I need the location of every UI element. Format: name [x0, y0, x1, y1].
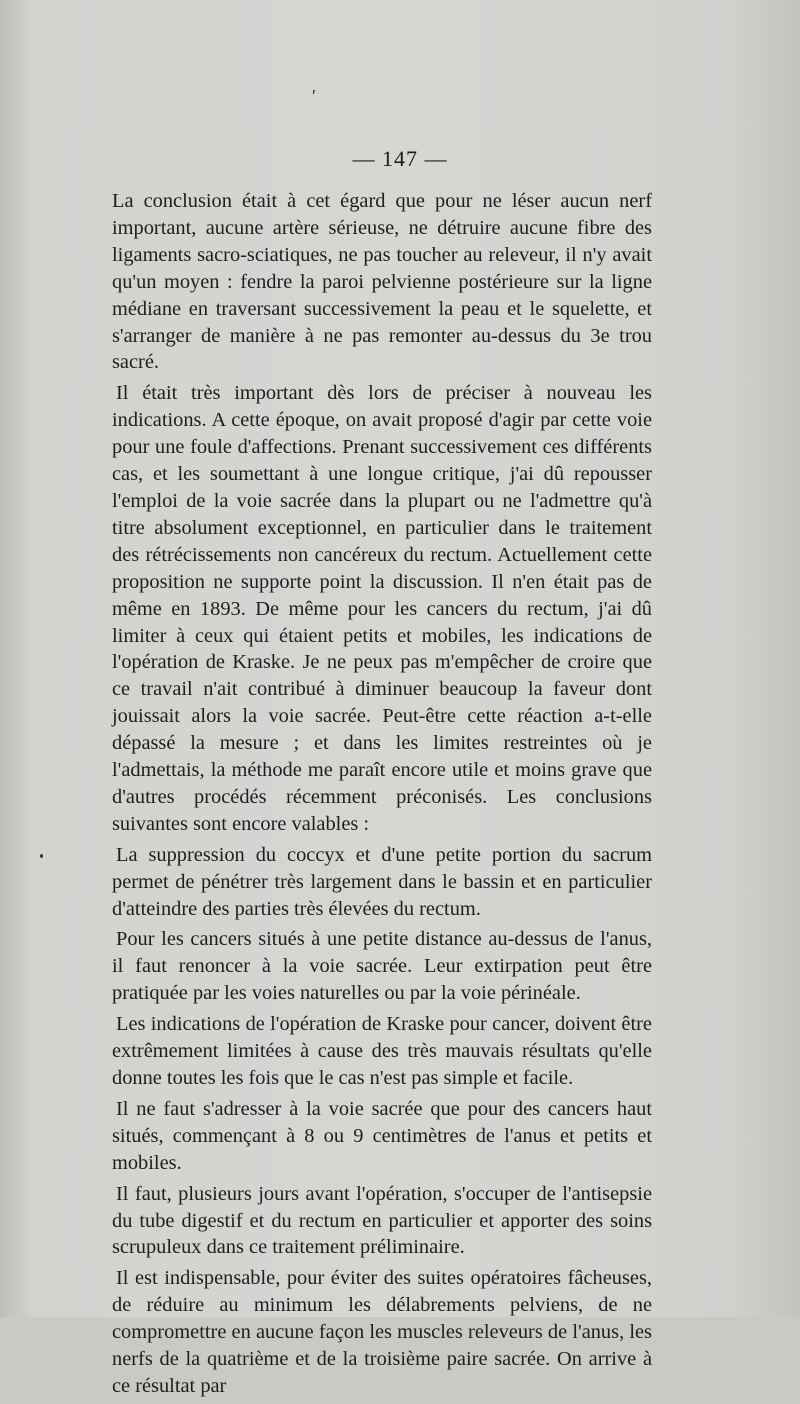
paragraph: La conclusion était à cet égard que pour ne léser aucun nerf important, aucune artère sérieuse, ne détruire aucune fibre des ligaments sacro-sciatiques, ne pas toucher au releveur, il n'y avait qu'un moyen : fendre la paroi pelvienne postérieure sur la ligne médiane en traversant successivement la peau et le squelette, et s'arranger de manière à ne pas remonter au-dessus du 3e trou sacré.	[112, 190, 652, 374]
paragraph: Il était très important dès lors de préciser à nouveau les indications. A cette époque, on avait proposé d'agir par cette voie pour une foule d'affections. Prenant successivement ces différents cas, et les soumettant à une longue critique, j'ai dû repousser l'emploi de la voie sacrée dans la plupart ou ne l'admettre qu'à titre absolument exceptionnel, en particulier dans le traitement des rétrécissements non cancéreux du rectum. Actuellement cette proposition ne supporte point la discussion. Il n'en était pas de même en 1893. De même pour les cancers du rectum, j'ai dû limiter à ceux qui étaient petits et mobiles, les indications de l'opération de Kraske. Je ne peux pas m'empêcher de croire que ce travail n'ait contribué à diminuer beaucoup la faveur dont jouissait alors la voie sacrée. Peut-être cette réaction a-t-elle dépassé la mesure ; et dans les limites restreintes où je l'admettais, la méthode me paraît encore utile et moins grave que d'autres procédés récemment préconisés. Les conclusions suivantes sont encore valables :	[112, 382, 652, 835]
margin-speck	[40, 854, 43, 858]
paragraph: Les indications de l'opération de Kraske pour cancer, doivent être extrêmement limitées à cause des très mauvais résultats qu'elle donne toutes les fois que le cas n'est pas simple et facile.	[112, 1013, 652, 1089]
body-text	[112, 188, 652, 1404]
stray-mark: ′	[312, 86, 316, 106]
paragraph: Il est indispensable, pour éviter des suites opératoires fâcheuses, de réduire au minimum les délabrements pelviens, de ne compromettre en aucune façon les muscles releveurs de l'anus, les nerfs de la quatrième et de la troisième paire sacrée. On arrive à ce résultat par	[112, 1267, 652, 1397]
paragraph: Pour les cancers situés à une petite distance au-dessus de l'anus, il faut renoncer à la voie sacrée. Leur extirpation peut être pratiquée par les voies naturelles ou par la voie périnéale.	[112, 928, 652, 1005]
paragraph: Il faut, plusieurs jours avant l'opération, s'occuper de l'antisepsie du tube digestif et du rectum en particulier et apporter des soins scrupuleux dans ce traitement préliminaire.	[112, 1182, 652, 1259]
paragraph: Il ne faut s'adresser à la voie sacrée que pour des cancers haut situés, commençant à 8 ou 9 centimètres de l'anus et petits et mobiles.	[112, 1097, 652, 1174]
paragraph: La suppression du coccyx et d'une petite portion du sacrum permet de pénétrer très largement dans le bassin et en particulier d'atteindre des parties très élevées du rectum.	[112, 843, 652, 920]
page-number: — 147 —	[352, 146, 448, 171]
